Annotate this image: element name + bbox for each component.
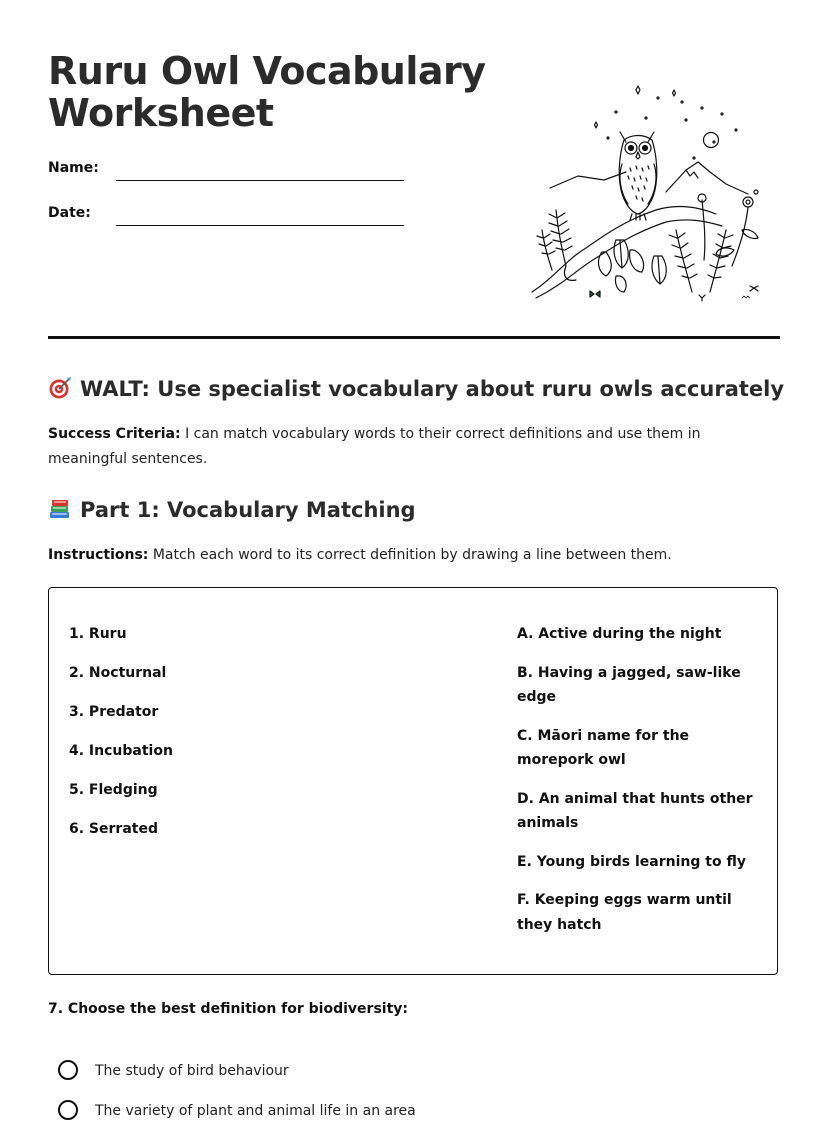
definition-item[interactable]: F. Keeping eggs warm until they hatch xyxy=(517,892,732,933)
artist-signature xyxy=(742,296,750,298)
definition-list xyxy=(517,622,767,951)
name-field xyxy=(48,158,408,188)
plants-right xyxy=(652,190,758,292)
definition-item[interactable]: C. Māori name for the morepork owl xyxy=(517,727,690,768)
walt-heading xyxy=(48,374,785,404)
books-icon xyxy=(48,497,72,521)
definition-item[interactable]: E. Young birds learning to fly xyxy=(517,853,746,870)
mountains xyxy=(550,162,748,194)
name-label: Name: xyxy=(48,160,99,176)
worksheet-header xyxy=(48,0,780,340)
branch xyxy=(532,207,722,298)
page-title: Ruru Owl Vocabulary Worksheet xyxy=(48,49,486,135)
walt-text: WALT: Use specialist vocabulary about ruru owls accurately xyxy=(80,377,785,401)
part1-heading xyxy=(48,495,780,525)
radio-button[interactable] xyxy=(58,1060,78,1080)
word-item[interactable]: 5. Fledging xyxy=(69,782,158,798)
radio-button[interactable] xyxy=(58,1100,78,1120)
date-field xyxy=(48,203,408,233)
word-item[interactable]: 3. Predator xyxy=(69,704,159,720)
option-label: The study of bird behaviour xyxy=(95,1063,289,1079)
part1-heading-text: Part 1: Vocabulary Matching xyxy=(80,498,416,522)
definition-item[interactable]: B. Having a jagged, saw-like edge xyxy=(517,664,741,705)
question-7-prompt: 7. Choose the best definition for biodiversity: xyxy=(48,1001,408,1017)
word-item[interactable]: 1. Ruru xyxy=(69,626,127,642)
date-label: Date: xyxy=(48,205,91,221)
word-item[interactable]: 2. Nocturnal xyxy=(69,665,167,681)
name-write-line xyxy=(116,180,404,181)
owl-illustration xyxy=(526,80,768,308)
word-item[interactable]: 4. Incubation xyxy=(69,743,173,759)
definition-item[interactable]: D. An animal that hunts other animals xyxy=(517,790,753,831)
definition-item[interactable]: A. Active during the night xyxy=(517,626,722,642)
success-criteria-text: I can match vocabulary words to their correct definitions and use them in meaningful sentences. xyxy=(48,426,701,467)
option-label: The variety of plant and animal life in an area xyxy=(95,1103,416,1119)
owl-figure xyxy=(619,132,657,220)
stars-decoration xyxy=(595,86,738,159)
instructions-text: Match each word to its correct definition by drawing a line between them. xyxy=(152,547,672,563)
butterfly xyxy=(590,291,600,297)
success-criteria xyxy=(48,422,780,472)
target-icon xyxy=(48,376,72,400)
moon xyxy=(704,133,719,148)
word-list xyxy=(69,622,173,856)
instructions-label: Instructions: xyxy=(48,547,149,563)
spider xyxy=(750,286,758,291)
header-divider xyxy=(48,336,780,339)
matching-box xyxy=(48,587,778,975)
insect xyxy=(699,295,705,301)
leaves-middle xyxy=(599,240,644,292)
success-criteria-label: Success Criteria: xyxy=(48,426,181,442)
worksheet-page xyxy=(48,0,785,1119)
date-write-line xyxy=(116,225,404,226)
fern-left xyxy=(537,210,572,270)
instructions xyxy=(48,543,780,568)
word-item[interactable]: 6. Serrated xyxy=(69,821,158,837)
